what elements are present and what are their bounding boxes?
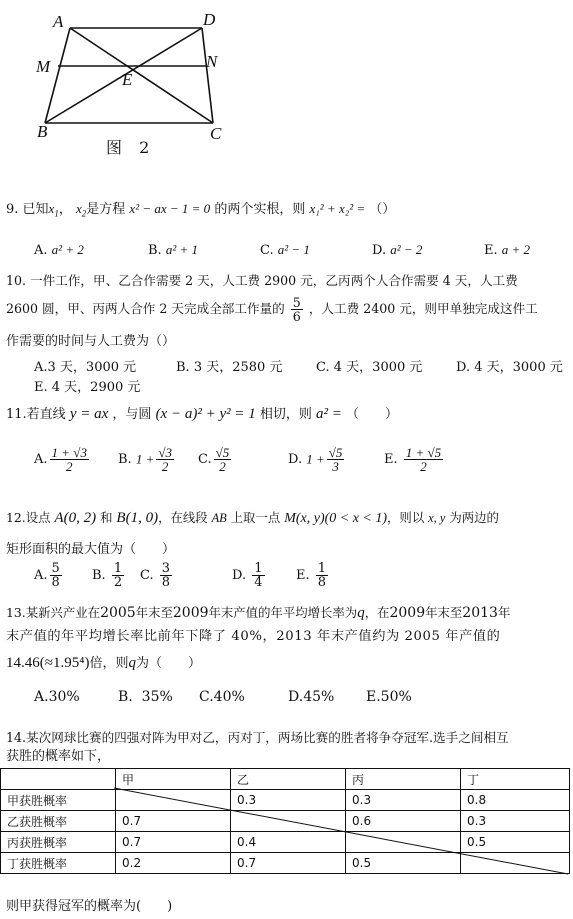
q12-option-d[interactable]: D. $\frac{1}{4}$: [232, 561, 263, 590]
table-cell: 0.6: [346, 811, 461, 832]
q9-x1: $x_1$: [48, 201, 59, 219]
q9-text-b: ，: [58, 202, 72, 217]
q12-line2: 矩形面积的最大值为（ ）: [6, 542, 176, 557]
table-header-cell: 乙: [231, 769, 346, 790]
q12-point-m: M(x, y)(0 < x < 1): [284, 511, 388, 526]
table-cell: 0.3: [461, 811, 570, 832]
q11-option-a[interactable]: A. $\frac{1 + √3}{2}$: [34, 445, 87, 474]
q11-option-b[interactable]: B. 1 + $\frac{√3}{2}$: [118, 445, 172, 474]
table-diagonal-line: [0, 768, 573, 878]
q10-line2: 2600 圆，甲、丙两人合作 2 天完成全部工作量的 $\frac{5}{6}$ ，人工费 2400 元，则甲单独完成这件工: [6, 295, 538, 324]
q11-option-e[interactable]: E. $\frac{1 + √5}{2}$: [384, 445, 442, 474]
q9-option-d[interactable]: D. a² − 2: [372, 242, 423, 258]
q10-fraction: $\frac{5}{6}$: [292, 295, 301, 324]
question-9: [6, 200, 395, 223]
label-A: A: [53, 12, 64, 31]
q13-option-e[interactable]: E.50%: [366, 689, 412, 705]
q11-target: a² =: [316, 406, 342, 422]
diagonal-AC: [70, 28, 213, 123]
label-N: N: [206, 52, 218, 71]
question-11: 11.若直线 y = ax ，与圆 (x − a)² + y² = 1 相切，则 a² = （ ）: [6, 406, 399, 422]
q10-option-b[interactable]: B. 3 天，2580 元: [176, 360, 283, 375]
q14-answer-line: 则甲获得冠军的概率为( ): [6, 899, 173, 914]
q11-circle-eq: (x − a)² + y² = 1: [155, 406, 256, 422]
table-cell: 0.2: [116, 853, 231, 874]
q9-text-e: （）: [369, 202, 396, 217]
q9-equation: x² − ax − 1 = 0: [129, 201, 211, 216]
q9-text-a: 9. 已知: [6, 202, 49, 217]
table-cell: 0.7: [231, 853, 346, 874]
q9-option-e[interactable]: E. a + 2: [484, 242, 531, 258]
table-cell: 0.4: [231, 832, 346, 853]
table-cell: 0.3: [346, 790, 461, 811]
q13-line1: 13.某新兴产业在2005年末至2009年末产值的年平均增长率为q，在2009年末至2013年: [6, 605, 511, 621]
label-C: C: [210, 124, 222, 143]
table-cell: 乙获胜概率: [1, 811, 116, 832]
q10-line1: 10. 一件工作，甲、乙合作需要 2 天，人工费 2900 元，乙丙两个人合作需要 4 天，人工费: [6, 273, 518, 288]
table-header-cell: 甲: [116, 769, 231, 790]
q12-option-a[interactable]: A. $\frac{5}{8}$: [34, 561, 60, 590]
question-12: 12.设点 A(0, 2) 和 B(1, 0)，在线段 AB 上取一点 M(x, y)(0 < x < 1)，则以 x, y 为两边的: [6, 510, 499, 526]
q14-line1: 14.某次网球比赛的四强对阵为甲对乙，丙对丁，两场比赛的胜者将争夺冠军.选手之间相互: [6, 730, 509, 745]
q11-line-eq: y = ax: [69, 406, 109, 422]
table-cell: 0.8: [461, 790, 570, 811]
q10-option-e[interactable]: E. 4 天，2900 元: [34, 380, 141, 395]
q10-option-a[interactable]: A.3 天，3000 元: [34, 360, 137, 375]
edge-DC: [202, 28, 213, 123]
label-E: E: [122, 70, 133, 89]
label-D: D: [203, 10, 216, 29]
table-header-cell: 丁: [461, 769, 570, 790]
q12-option-e[interactable]: E. $\frac{1}{8}$: [296, 561, 327, 590]
q9-option-c[interactable]: C. a² − 1: [260, 242, 310, 258]
q12-option-b[interactable]: B. $\frac{1}{2}$: [92, 561, 123, 590]
q12-option-c[interactable]: C. $\frac{3}{8}$: [140, 561, 171, 590]
q12-point-b: B(1, 0): [116, 510, 159, 526]
q13-option-d[interactable]: D.45%: [288, 689, 335, 705]
q9-option-a[interactable]: A. a² + 2: [34, 242, 84, 258]
q11-option-c[interactable]: C. $\frac{√5}{2}$: [198, 445, 230, 474]
table-cell: 丙获胜概率: [1, 832, 116, 853]
table-cell: 0.3: [231, 790, 346, 811]
label-M: M: [36, 57, 51, 76]
q9-x2: $x_2$: [75, 201, 87, 219]
table-cell: 0.5: [461, 832, 570, 853]
q10-option-d[interactable]: D. 4 天，3000 元: [456, 360, 563, 375]
q10-line3: 作需要的时间与人工费为（）: [6, 334, 176, 349]
table-header-cell: 丙: [346, 769, 461, 790]
table-cell: 0.7: [116, 811, 231, 832]
q13-line3: 14.46(≈1.95⁴)倍，则q为（ ）: [6, 655, 201, 671]
table-cell: 0.5: [346, 853, 461, 874]
q9-text-c: 是方程: [86, 202, 126, 217]
q9-option-b[interactable]: B. a² + 1: [148, 242, 198, 258]
q13-option-a[interactable]: A.30%: [34, 689, 80, 705]
table-cell: 甲获胜概率: [1, 790, 116, 811]
q10-option-c[interactable]: C. 4 天，3000 元: [316, 360, 423, 375]
q9-text-d: 的两个实根，则: [214, 202, 306, 217]
label-B: B: [37, 122, 48, 141]
q14-line2: 获胜的概率如下，: [6, 749, 111, 764]
table-cell: 0.7: [116, 832, 231, 853]
table-cell: 丁获胜概率: [1, 853, 116, 874]
q9-expr: x₁² + x₂² =: [309, 201, 366, 216]
q13-option-b[interactable]: B. 35%: [118, 689, 173, 705]
q13-option-c[interactable]: C.40%: [199, 689, 245, 705]
q12-point-a: A(0, 2): [54, 510, 97, 526]
q13-line2: 末产值的年平均增长率比前年下降了 40%，2013 年末产值约为 2005 年产值的: [6, 629, 501, 644]
figure-caption: 图 2: [106, 138, 156, 157]
q11-option-d[interactable]: D. 1 + $\frac{√5}{3}$: [288, 445, 343, 474]
